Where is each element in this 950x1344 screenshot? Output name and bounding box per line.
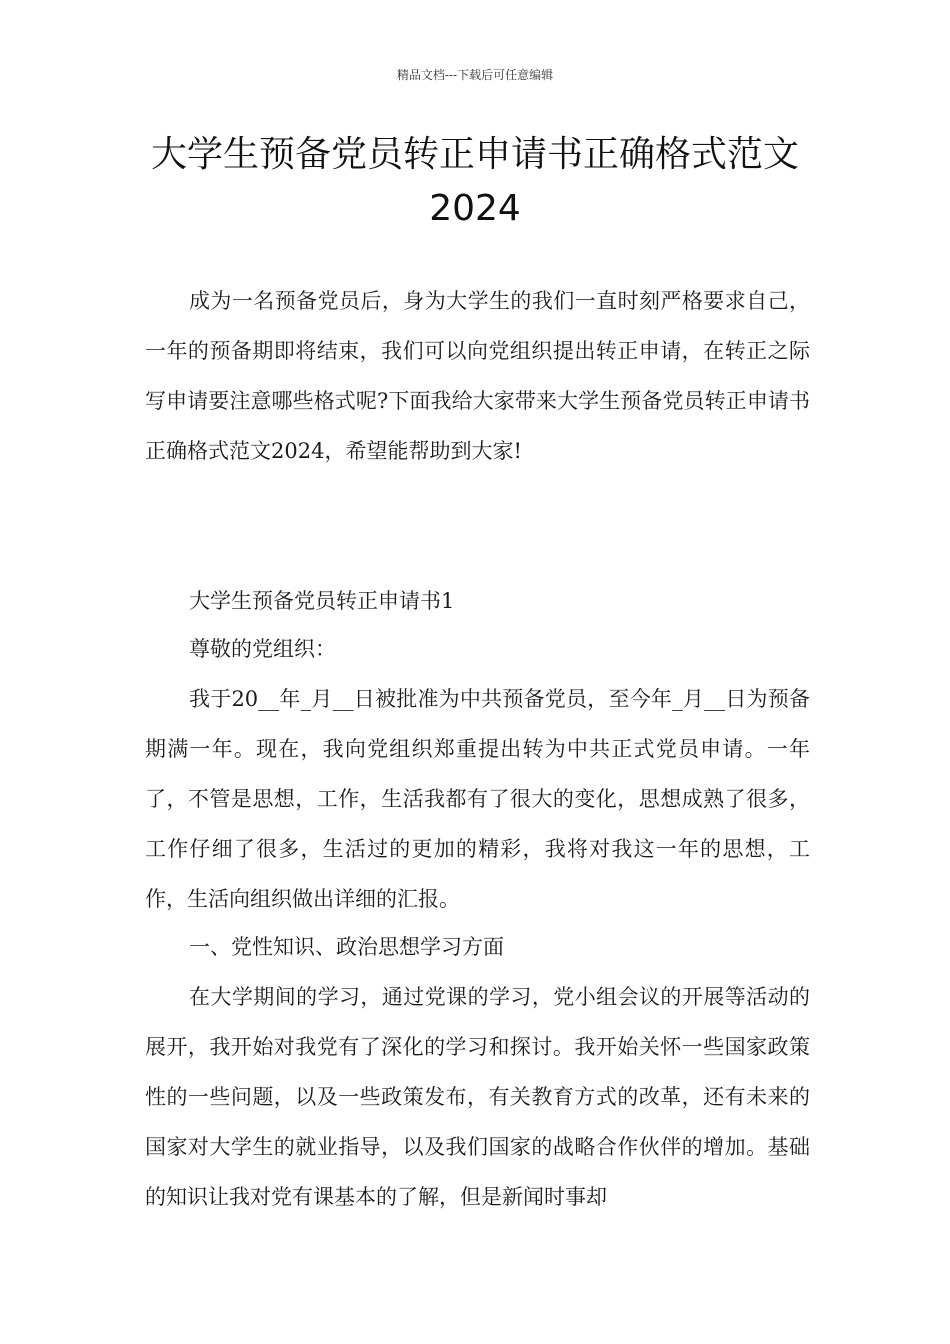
section-heading: 大学生预备党员转正申请书1 xyxy=(189,589,455,613)
subheading-1: 一、党性知识、政治思想学习方面 xyxy=(189,935,504,959)
intro-paragraph: 成为一名预备党员后，身为大学生的我们一直时刻严格要求自己，一年的预备期即将结束，我们可以向党组织提出转正申请，在转正之际写申请要注意哪些格式呢?下面我给大家带来大学生预备党员转正申请书正确格式范文2024，希望能帮助到大家! xyxy=(145,289,810,463)
body-paragraph-2: 在大学期间的学习，通过党课的学习，党小组会议的开展等活动的展开，我开始对我党有了深化的学习和探讨。我开始关怀一些国家政策性的一些问题，以及一些政策发布，有关教育方式的改革，还有未来的国家对大学生的就业指导，以及我们国家的战略合作伙伴的增加。基础的知识让我对党有课基本的了解，但是新闻时事却 xyxy=(145,985,810,1209)
header-note: 精品文档---下载后可任意编辑 xyxy=(396,68,554,82)
document-title: 大学生预备党员转正申请书正确格式范文2024 xyxy=(150,134,799,229)
body-paragraph-1: 我于20__年_月__日被批准为中共预备党员，至今年_月__日为预备期满一年。现在，我向党组织郑重提出转为中共正式党员申请。一年了，不管是思想，工作，生活我都有了很大的变化，思想成熟了很多，工作仔细了很多，生活过的更加的精彩，我将对我这一年的思想，工作，生活向组织做出详细的汇报。 xyxy=(145,687,810,911)
salutation: 尊敬的党组织： xyxy=(189,637,336,661)
